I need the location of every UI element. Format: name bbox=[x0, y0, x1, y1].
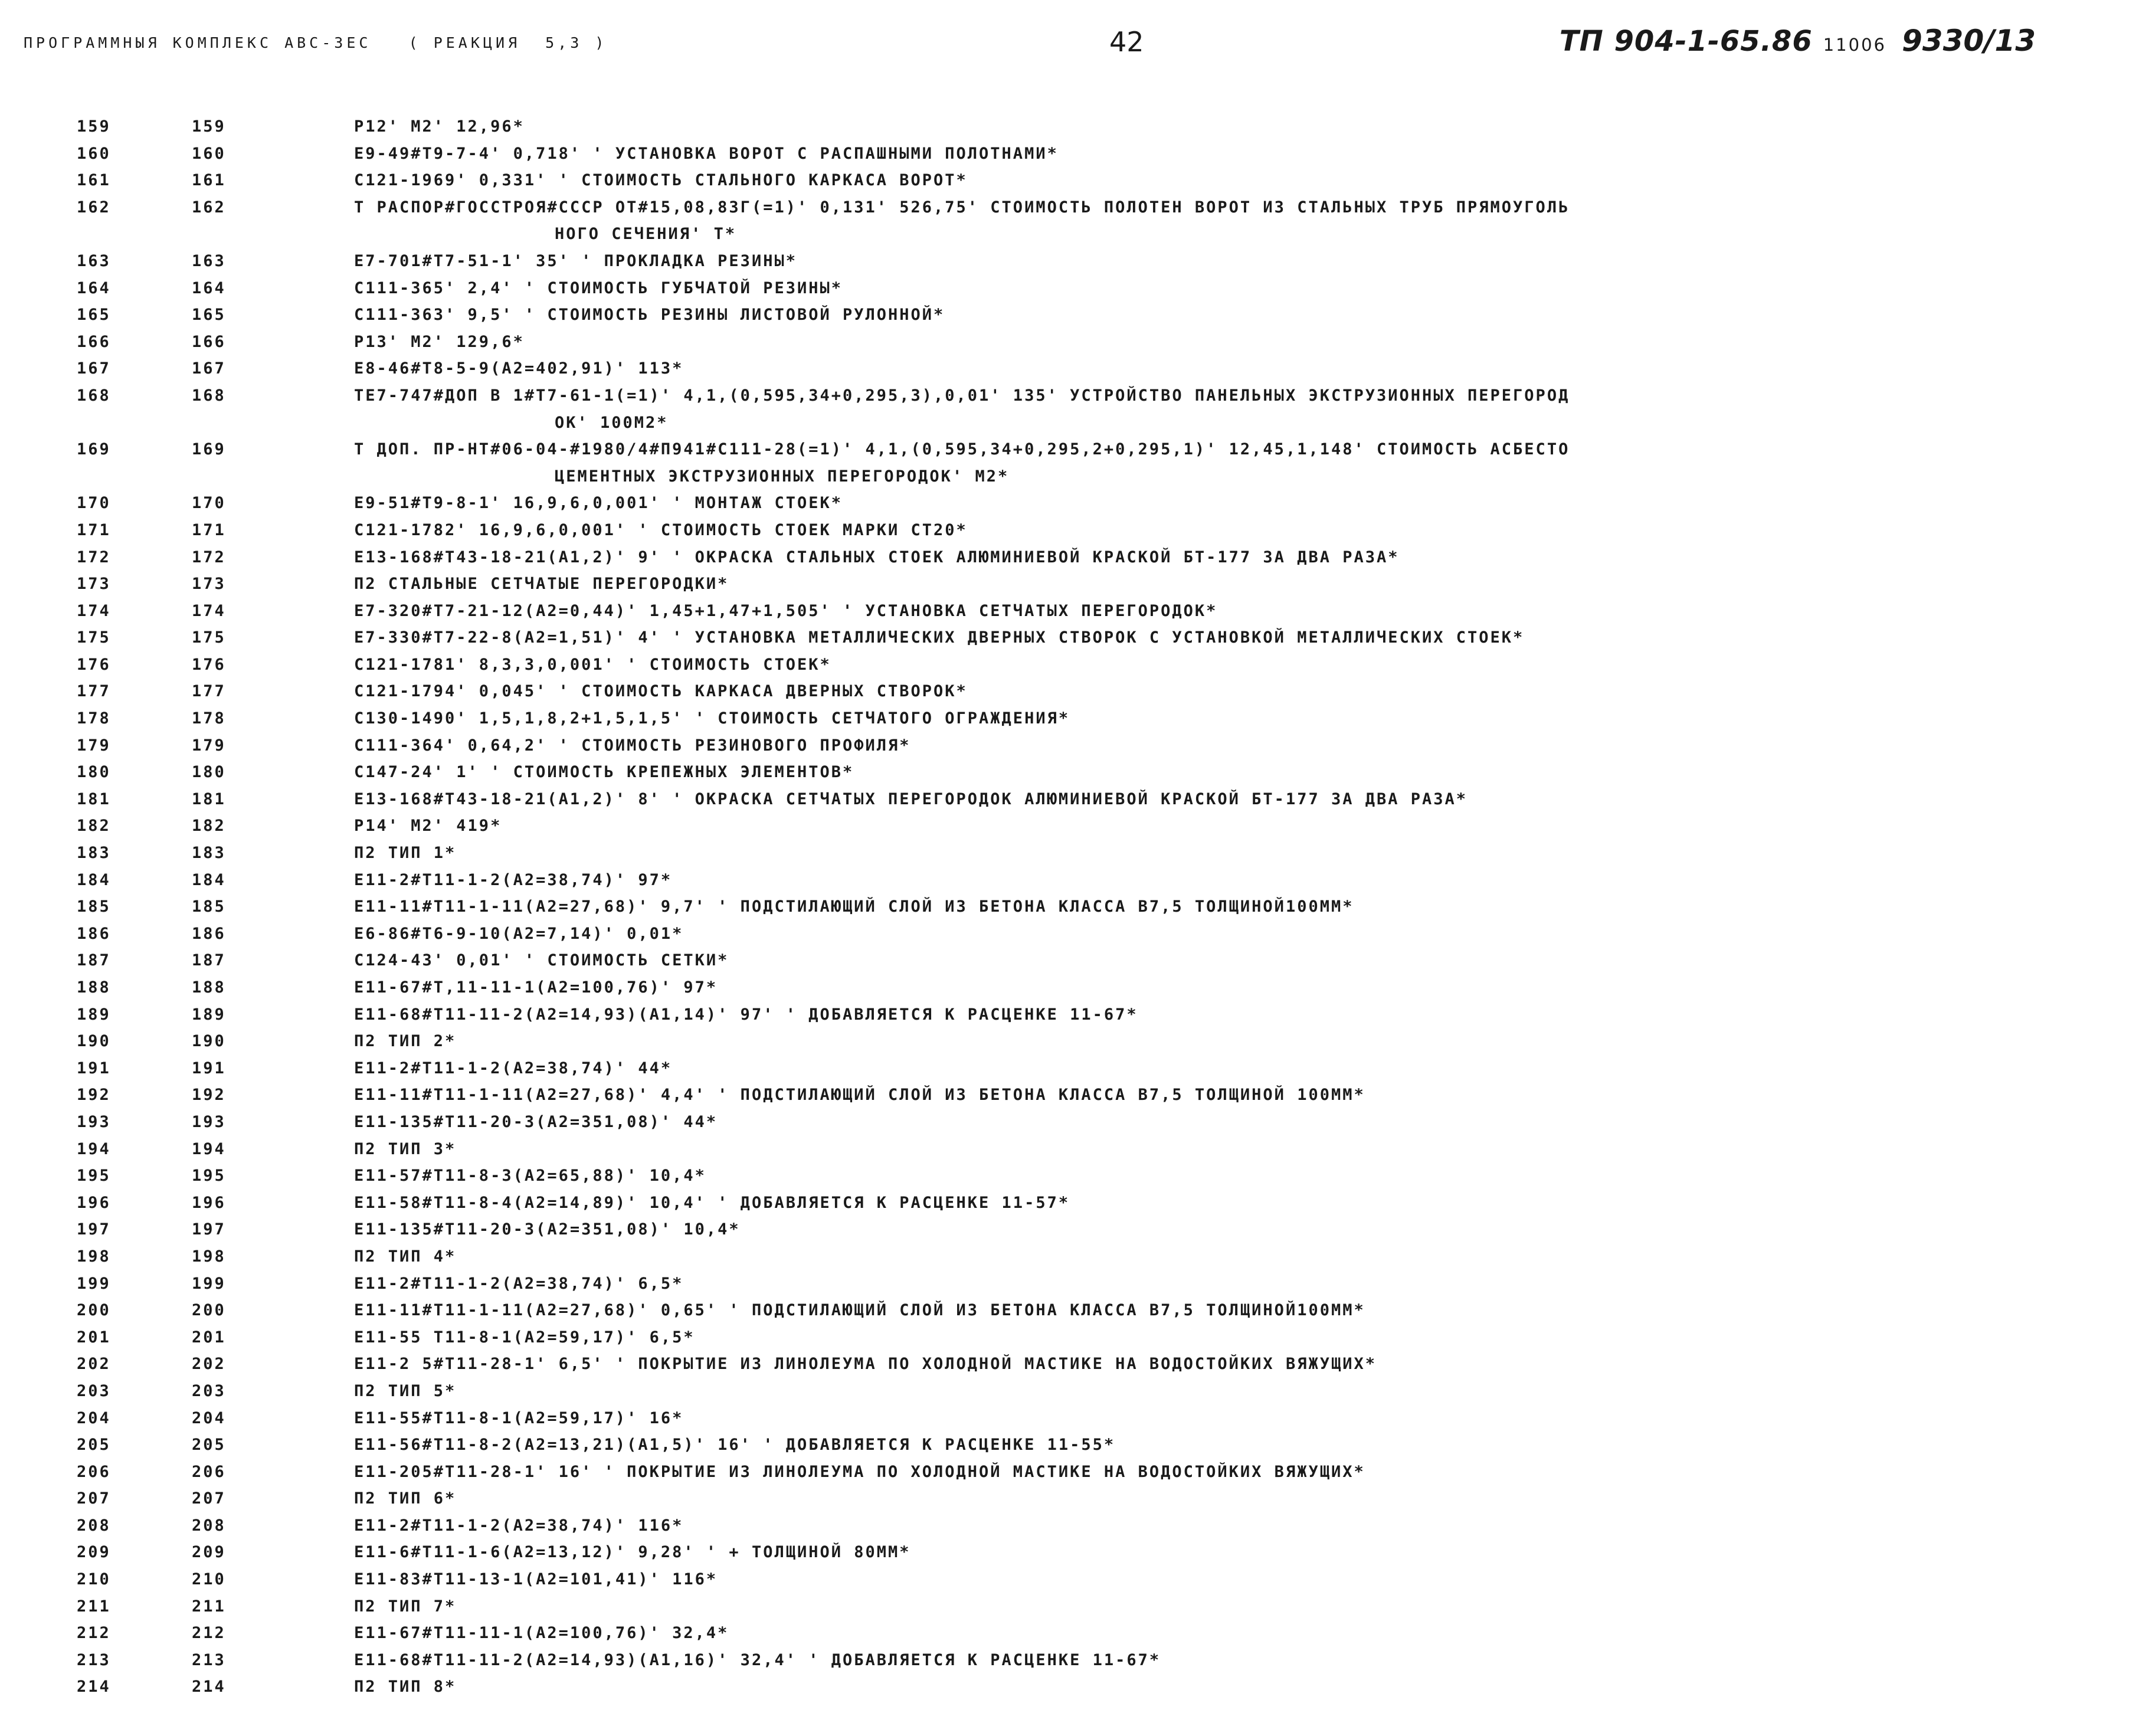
statement-continuation: ЦЕМЕНТНЫХ ЭКСТРУЗИОННЫХ ПЕРЕГОРОДОК' M2* bbox=[555, 467, 1010, 486]
listing-line bbox=[0, 1593, 2139, 1620]
statement-number: 183 bbox=[192, 844, 226, 863]
document-code-block bbox=[1560, 24, 2036, 58]
statement-number: 206 bbox=[192, 1462, 226, 1481]
line-number: 188 bbox=[77, 978, 111, 997]
listing-line bbox=[0, 140, 2139, 168]
listing-line bbox=[0, 921, 2139, 948]
line-number: 162 bbox=[77, 198, 111, 217]
listing-line bbox=[0, 624, 2139, 651]
listing-line bbox=[0, 840, 2139, 867]
statement-text bbox=[354, 167, 2112, 194]
statement-main: ТЕ7-747#ДОП В 1#T7-61-1(=1)' 4,1,(0,595,34+0,295,3),0,01' 135' УСТРОЙСТВО ПАНЕЛЬНЫХ ЭКСТРУЗИОННЫХ ПЕРЕГОРОД bbox=[354, 386, 1570, 405]
statement-main: E11-11#T11-1-11(A2=27,68)' 0,65' ' ПОДСТИЛАЮЩИЙ СЛОЙ ИЗ БЕТОНА КЛАССА В7,5 ТОЛЩИНОЙ100ММ* bbox=[354, 1301, 1365, 1320]
line-number: 193 bbox=[77, 1112, 111, 1131]
statement-text bbox=[354, 194, 2112, 248]
statement-number: 174 bbox=[192, 601, 226, 620]
line-number: 166 bbox=[77, 332, 111, 351]
statement-main: C147-24' 1' ' СТОИМОСТЬ КРЕПЕЖНЫХ ЭЛЕМЕНТОВ* bbox=[354, 763, 854, 782]
listing-line bbox=[0, 355, 2139, 382]
statement-text bbox=[354, 921, 2112, 948]
statement-number: 197 bbox=[192, 1220, 226, 1239]
statement-number: 204 bbox=[192, 1409, 226, 1427]
line-number: 205 bbox=[77, 1436, 111, 1455]
statement-main: E11-2#T11-1-2(A2=38,74)' 44* bbox=[354, 1059, 673, 1077]
statement-number: 162 bbox=[192, 198, 226, 217]
line-number: 197 bbox=[77, 1220, 111, 1239]
statement-main: П2 ТИП 3* bbox=[354, 1139, 457, 1158]
line-number: 183 bbox=[77, 844, 111, 863]
statement-text bbox=[354, 517, 2112, 544]
listing-line bbox=[0, 1351, 2139, 1378]
line-number: 206 bbox=[77, 1462, 111, 1481]
statement-main: C121-1794' 0,045' ' СТОИМОСТЬ КАРКАСА ДВЕРНЫХ СТВОРОК* bbox=[354, 682, 968, 701]
statement-text bbox=[354, 382, 2112, 436]
listing-line bbox=[0, 1243, 2139, 1270]
line-number: 213 bbox=[77, 1650, 111, 1669]
statement-main: E11-55 T11-8-1(A2=59,17)' 6,5* bbox=[354, 1328, 695, 1347]
line-number: 195 bbox=[77, 1167, 111, 1185]
statement-main: П2 СТАЛЬНЫЕ СЕТЧАТЫЕ ПЕРЕГОРОДКИ* bbox=[354, 575, 729, 594]
statement-main: E7-330#T7-22-8(A2=1,51)' 4' ' УСТАНОВКА МЕТАЛЛИЧЕСКИХ ДВЕРНЫХ СТВОРОК С УСТАНОВКОЙ МЕТАЛЛИЧЕСКИХ СТОЕК* bbox=[354, 628, 1525, 647]
statement-number: 200 bbox=[192, 1301, 226, 1320]
statement-number: 213 bbox=[192, 1650, 226, 1669]
statement-main: E13-168#T43-18-21(A1,2)' 9' ' ОКРАСКА СТАЛЬНЫХ СТОЕК АЛЮМИНИЕВОЙ КРАСКОЙ БТ-177 ЗА ДВА РАЗА* bbox=[354, 548, 1400, 566]
statement-number: 180 bbox=[192, 763, 226, 782]
line-number: 173 bbox=[77, 575, 111, 594]
statement-text bbox=[354, 140, 2112, 168]
statement-number: 166 bbox=[192, 332, 226, 351]
line-number: 181 bbox=[77, 790, 111, 808]
line-number: 159 bbox=[77, 117, 111, 136]
listing-line bbox=[0, 1082, 2139, 1109]
statement-number: 173 bbox=[192, 575, 226, 594]
statement-number: 187 bbox=[192, 951, 226, 970]
line-number: 176 bbox=[77, 655, 111, 674]
statement-main: Т РАСПОР#ГОССТРОЯ#СССР ОТ#15,08,83Г(=1)' 0,131' 526,75' СТОИМОСТЬ ПОЛОТЕН ВОРОТ ИЗ СТАЛЬНЫХ ТРУБ ПРЯМОУГОЛЬ bbox=[354, 198, 1570, 217]
statement-text bbox=[354, 1216, 2112, 1243]
listing-line bbox=[0, 1297, 2139, 1324]
line-number: 170 bbox=[77, 494, 111, 513]
line-number: 214 bbox=[77, 1678, 111, 1696]
statement-main: E9-51#T9-8-1' 16,9,6,0,001' ' МОНТАЖ СТОЕК* bbox=[354, 494, 843, 513]
listing-line bbox=[0, 1512, 2139, 1540]
statement-text bbox=[354, 1566, 2112, 1593]
statement-text bbox=[354, 571, 2112, 598]
listing-line bbox=[0, 813, 2139, 840]
line-number: 178 bbox=[77, 709, 111, 728]
line-number: 172 bbox=[77, 548, 111, 566]
statement-main: E11-67#T11-11-1(A2=100,76)' 32,4* bbox=[354, 1624, 729, 1643]
listing-line bbox=[0, 1620, 2139, 1647]
listing-line bbox=[0, 1001, 2139, 1029]
line-number: 190 bbox=[77, 1032, 111, 1051]
listing-line bbox=[0, 194, 2139, 248]
statement-number: 190 bbox=[192, 1032, 226, 1051]
line-number: 187 bbox=[77, 951, 111, 970]
statement-number: 160 bbox=[192, 144, 226, 163]
statement-number: 176 bbox=[192, 655, 226, 674]
program-title: ПРОГРАММНЫЯ КОМПЛЕКС АВС-ЗЕС ( РЕАКЦИЯ 5,3 ) bbox=[24, 34, 608, 51]
statement-number: 195 bbox=[192, 1167, 226, 1185]
line-number: 189 bbox=[77, 1005, 111, 1024]
listing-line bbox=[0, 1378, 2139, 1405]
statement-text bbox=[354, 248, 2112, 275]
listing-line bbox=[0, 490, 2139, 517]
statement-main: E9-49#T9-7-4' 0,718' ' УСТАНОВКА ВОРОТ С РАСПАШНЫМИ ПОЛОТНАМИ* bbox=[354, 144, 1059, 163]
statement-main: П2 ТИП 2* bbox=[354, 1032, 457, 1051]
statement-number: 164 bbox=[192, 279, 226, 297]
statement-main: E11-2#T11-1-2(A2=38,74)' 97* bbox=[354, 870, 673, 889]
page-number: 42 bbox=[1109, 26, 1144, 58]
line-number: 171 bbox=[77, 520, 111, 539]
line-number: 161 bbox=[77, 171, 111, 190]
document-code: ТП 904-1-65.86 bbox=[1559, 25, 1813, 58]
statement-continuation: НОГО СЕЧЕНИЯ' Т* bbox=[555, 225, 737, 244]
statement-main: P14' M2' 419* bbox=[354, 817, 502, 836]
line-number: 165 bbox=[77, 306, 111, 325]
statement-text bbox=[354, 867, 2112, 894]
statement-text bbox=[354, 759, 2112, 786]
statement-number: 184 bbox=[192, 870, 226, 889]
statement-main: E11-57#T11-8-3(A2=65,88)' 10,4* bbox=[354, 1167, 706, 1185]
statement-main: C124-43' 0,01' ' СТОИМОСТЬ СЕТКИ* bbox=[354, 951, 729, 970]
line-number: 212 bbox=[77, 1624, 111, 1643]
line-number: 160 bbox=[77, 144, 111, 163]
statement-text bbox=[354, 705, 2112, 732]
statement-text bbox=[354, 302, 2112, 329]
statement-main: E7-320#T7-21-12(A2=0,44)' 1,45+1,47+1,505' ' УСТАНОВКА СЕТЧАТЫХ ПЕРЕГОРОДОК* bbox=[354, 601, 1218, 620]
listing-line bbox=[0, 1459, 2139, 1486]
statement-number: 201 bbox=[192, 1328, 226, 1347]
listing-line bbox=[0, 598, 2139, 625]
listing-line bbox=[0, 167, 2139, 194]
statement-text bbox=[354, 732, 2112, 759]
statement-number: 198 bbox=[192, 1247, 226, 1266]
line-number: 204 bbox=[77, 1409, 111, 1427]
line-number: 169 bbox=[77, 440, 111, 459]
statement-number: 214 bbox=[192, 1678, 226, 1696]
statement-number: 172 bbox=[192, 548, 226, 566]
listing-line bbox=[0, 893, 2139, 921]
listing-line bbox=[0, 759, 2139, 786]
listing-line bbox=[0, 974, 2139, 1001]
line-number: 163 bbox=[77, 251, 111, 270]
statement-main: C130-1490' 1,5,1,8,2+1,5,1,5' ' СТОИМОСТЬ СЕТЧАТОГО ОГРАЖДЕНИЯ* bbox=[354, 709, 1070, 728]
line-number: 210 bbox=[77, 1570, 111, 1589]
listing-line bbox=[0, 732, 2139, 759]
listing-line bbox=[0, 1485, 2139, 1512]
statement-text bbox=[354, 1162, 2112, 1190]
statement-main: E11-205#T11-28-1' 16' ' ПОКРЫТИЕ ИЗ ЛИНОЛЕУМА ПО ХОЛОДНОЙ МАСТИКЕ НА ВОДОСТОЙКИХ ВЯЖУЩИХ* bbox=[354, 1462, 1365, 1481]
listing-line bbox=[0, 544, 2139, 571]
statement-number: 212 bbox=[192, 1624, 226, 1643]
statement-number: 196 bbox=[192, 1193, 226, 1212]
line-number: 175 bbox=[77, 628, 111, 647]
statement-text bbox=[354, 974, 2112, 1001]
sheet-code: 9330/13 bbox=[1901, 24, 2036, 58]
listing-line bbox=[0, 786, 2139, 813]
statement-number: 210 bbox=[192, 1570, 226, 1589]
page-header bbox=[24, 24, 2101, 77]
statement-main: E11-56#T11-8-2(A2=13,21)(A1,5)' 16' ' ДОБАВЛЯЕТСЯ К РАСЦЕНКЕ 11-55* bbox=[354, 1436, 1116, 1455]
statement-text bbox=[354, 113, 2112, 140]
line-number: 192 bbox=[77, 1086, 111, 1105]
listing-line bbox=[0, 1566, 2139, 1593]
statement-main: E11-68#T11-11-2(A2=14,93)(A1,14)' 97' ' ДОБАВЛЯЕТСЯ К РАСЦЕНКЕ 11-67* bbox=[354, 1005, 1138, 1024]
statement-text bbox=[354, 1270, 2112, 1298]
listing-line bbox=[0, 1109, 2139, 1136]
statement-text bbox=[354, 544, 2112, 571]
line-number: 177 bbox=[77, 682, 111, 701]
statement-main: P13' M2' 129,6* bbox=[354, 332, 525, 351]
listing-line bbox=[0, 1324, 2139, 1351]
statement-main: C121-1781' 8,3,3,0,001' ' СТОИМОСТЬ СТОЕК* bbox=[354, 655, 831, 674]
statement-main: E11-2#T11-1-2(A2=38,74)' 116* bbox=[354, 1516, 684, 1535]
statement-number: 202 bbox=[192, 1355, 226, 1374]
statement-text bbox=[354, 1647, 2112, 1674]
listing-line bbox=[0, 248, 2139, 275]
line-number: 179 bbox=[77, 736, 111, 755]
statement-number: 182 bbox=[192, 817, 226, 836]
listing-line bbox=[0, 113, 2139, 140]
statement-number: 207 bbox=[192, 1489, 226, 1508]
line-number: 174 bbox=[77, 601, 111, 620]
listing-line bbox=[0, 1162, 2139, 1190]
statement-text bbox=[354, 1378, 2112, 1405]
statement-number: 199 bbox=[192, 1274, 226, 1293]
line-number: 203 bbox=[77, 1381, 111, 1400]
statement-main: E11-55#T11-8-1(A2=59,17)' 16* bbox=[354, 1409, 684, 1427]
statement-text bbox=[354, 1001, 2112, 1029]
statement-text bbox=[354, 329, 2112, 356]
statement-main: П2 ТИП 7* bbox=[354, 1597, 457, 1616]
listing-line bbox=[0, 436, 2139, 490]
statement-text bbox=[354, 598, 2112, 625]
statement-text bbox=[354, 947, 2112, 974]
statement-main: E13-168#T43-18-21(A1,2)' 8' ' ОКРАСКА СЕТЧАТЫХ ПЕРЕГОРОДОК АЛЮМИНИЕВОЙ КРАСКОЙ БТ-177 ЗА ДВА РАЗА* bbox=[354, 790, 1468, 808]
statement-number: 211 bbox=[192, 1597, 226, 1616]
statement-main: Т ДОП. ПР-НТ#06-04-#1980/4#П941#C111-28(=1)' 4,1,(0,595,34+0,295,2+0,295,1)' 12,45,1,148' СТОИМОСТЬ АСБЕСТО bbox=[354, 440, 1570, 459]
statement-number: 191 bbox=[192, 1059, 226, 1077]
statement-text bbox=[354, 1028, 2112, 1055]
line-number: 198 bbox=[77, 1247, 111, 1266]
statement-main: C111-364' 0,64,2' ' СТОИМОСТЬ РЕЗИНОВОГО ПРОФИЛЯ* bbox=[354, 736, 911, 755]
statement-number: 193 bbox=[192, 1112, 226, 1131]
statement-main: E11-11#T11-1-11(A2=27,68)' 9,7' ' ПОДСТИЛАЮЩИЙ СЛОЙ ИЗ БЕТОНА КЛАССА В7,5 ТОЛЩИНОЙ100ММ* bbox=[354, 898, 1354, 916]
line-number: 182 bbox=[77, 817, 111, 836]
statement-text bbox=[354, 1243, 2112, 1270]
statement-number: 161 bbox=[192, 171, 226, 190]
statement-main: E11-58#T11-8-4(A2=14,89)' 10,4' ' ДОБАВЛЯЕТСЯ К РАСЦЕНКЕ 11-57* bbox=[354, 1193, 1070, 1212]
statement-text bbox=[354, 1136, 2112, 1163]
listing-line bbox=[0, 571, 2139, 598]
line-number: 208 bbox=[77, 1516, 111, 1535]
statement-main: E11-2 5#T11-28-1' 6,5' ' ПОКРЫТИЕ ИЗ ЛИНОЛЕУМА ПО ХОЛОДНОЙ МАСТИКЕ НА ВОДОСТОЙКИХ ВЯЖУЩИХ* bbox=[354, 1355, 1377, 1374]
line-number: 207 bbox=[77, 1489, 111, 1508]
listing-line bbox=[0, 1216, 2139, 1243]
statement-number: 203 bbox=[192, 1381, 226, 1400]
listing-line bbox=[0, 867, 2139, 894]
statement-number: 175 bbox=[192, 628, 226, 647]
statement-text bbox=[354, 1432, 2112, 1459]
listing-line bbox=[0, 1270, 2139, 1298]
statement-number: 168 bbox=[192, 386, 226, 405]
statement-text bbox=[354, 1512, 2112, 1540]
statement-text bbox=[354, 355, 2112, 382]
statement-main: E11-67#T,11-11-1(A2=100,76)' 97* bbox=[354, 978, 718, 997]
statement-main: П2 ТИП 5* bbox=[354, 1381, 457, 1400]
statement-text bbox=[354, 1539, 2112, 1566]
statement-text bbox=[354, 786, 2112, 813]
statement-text bbox=[354, 1405, 2112, 1432]
listing-line bbox=[0, 329, 2139, 356]
statement-main: П2 ТИП 1* bbox=[354, 844, 457, 863]
statement-main: E11-83#T11-13-1(A2=101,41)' 116* bbox=[354, 1570, 718, 1589]
listing-line bbox=[0, 1673, 2139, 1701]
statement-main: E11-2#T11-1-2(A2=38,74)' 6,5* bbox=[354, 1274, 684, 1293]
statement-main: E7-701#T7-51-1' 35' ' ПРОКЛАДКА РЕЗИНЫ* bbox=[354, 251, 797, 270]
statement-text bbox=[354, 1055, 2112, 1082]
line-number: 209 bbox=[77, 1543, 111, 1562]
statement-number: 208 bbox=[192, 1516, 226, 1535]
statement-number: 192 bbox=[192, 1086, 226, 1105]
statement-text bbox=[354, 490, 2112, 517]
statement-text bbox=[354, 1673, 2112, 1701]
listing-line bbox=[0, 947, 2139, 974]
listing-line bbox=[0, 651, 2139, 679]
statement-main: C111-363' 9,5' ' СТОИМОСТЬ РЕЗИНЫ ЛИСТОВОЙ РУЛОННОЙ* bbox=[354, 306, 945, 325]
statement-text bbox=[354, 1190, 2112, 1217]
statement-main: E11-135#T11-20-3(A2=351,08)' 44* bbox=[354, 1112, 718, 1131]
listing-line bbox=[0, 1136, 2139, 1163]
line-number: 184 bbox=[77, 870, 111, 889]
statement-number: 185 bbox=[192, 898, 226, 916]
statement-number: 169 bbox=[192, 440, 226, 459]
line-number: 180 bbox=[77, 763, 111, 782]
statement-main: P12' M2' 12,96* bbox=[354, 117, 525, 136]
statement-main: E6-86#T6-9-10(A2=7,14)' 0,01* bbox=[354, 924, 684, 943]
listing-line bbox=[0, 382, 2139, 436]
statement-number: 209 bbox=[192, 1543, 226, 1562]
statement-main: E11-6#T11-1-6(A2=13,12)' 9,28' ' + ТОЛЩИНОЙ 80ММ* bbox=[354, 1543, 911, 1562]
line-number: 200 bbox=[77, 1301, 111, 1320]
statement-text bbox=[354, 893, 2112, 921]
statement-main: E8-46#T8-5-9(A2=402,91)' 113* bbox=[354, 359, 684, 378]
statement-main: П2 ТИП 4* bbox=[354, 1247, 457, 1266]
line-number: 196 bbox=[77, 1193, 111, 1212]
statement-text bbox=[354, 678, 2112, 705]
statement-text bbox=[354, 840, 2112, 867]
statement-main: C121-1782' 16,9,6,0,001' ' СТОИМОСТЬ СТОЕК МАРКИ СТ20* bbox=[354, 520, 968, 539]
program-listing bbox=[0, 113, 2139, 1701]
listing-line bbox=[0, 1405, 2139, 1432]
statement-number: 163 bbox=[192, 251, 226, 270]
statement-text bbox=[354, 1485, 2112, 1512]
statement-number: 159 bbox=[192, 117, 226, 136]
line-number: 168 bbox=[77, 386, 111, 405]
line-number: 164 bbox=[77, 279, 111, 297]
statement-text bbox=[354, 275, 2112, 302]
sheet-number: 11006 bbox=[1823, 35, 1886, 55]
line-number: 186 bbox=[77, 924, 111, 943]
statement-number: 171 bbox=[192, 520, 226, 539]
listing-line bbox=[0, 678, 2139, 705]
listing-line bbox=[0, 1190, 2139, 1217]
statement-text bbox=[354, 813, 2112, 840]
statement-number: 167 bbox=[192, 359, 226, 378]
statement-number: 178 bbox=[192, 709, 226, 728]
statement-text bbox=[354, 1109, 2112, 1136]
statement-text bbox=[354, 651, 2112, 679]
statement-number: 170 bbox=[192, 494, 226, 513]
listing-line bbox=[0, 1028, 2139, 1055]
statement-number: 177 bbox=[192, 682, 226, 701]
listing-line bbox=[0, 1539, 2139, 1566]
listing-line bbox=[0, 1432, 2139, 1459]
line-number: 167 bbox=[77, 359, 111, 378]
statement-main: E11-11#T11-1-11(A2=27,68)' 4,4' ' ПОДСТИЛАЮЩИЙ СЛОЙ ИЗ БЕТОНА КЛАССА В7,5 ТОЛЩИНОЙ 100ММ* bbox=[354, 1086, 1365, 1105]
statement-text bbox=[354, 1459, 2112, 1486]
statement-number: 181 bbox=[192, 790, 226, 808]
statement-text bbox=[354, 436, 2112, 490]
line-number: 185 bbox=[77, 898, 111, 916]
statement-text bbox=[354, 1082, 2112, 1109]
statement-text bbox=[354, 624, 2112, 651]
statement-main: C111-365' 2,4' ' СТОИМОСТЬ ГУБЧАТОЙ РЕЗИНЫ* bbox=[354, 279, 843, 297]
line-number: 191 bbox=[77, 1059, 111, 1077]
listing-line bbox=[0, 705, 2139, 732]
line-number: 194 bbox=[77, 1139, 111, 1158]
statement-main: П2 ТИП 6* bbox=[354, 1489, 457, 1508]
statement-number: 194 bbox=[192, 1139, 226, 1158]
listing-line bbox=[0, 1647, 2139, 1674]
listing-line bbox=[0, 1055, 2139, 1082]
statement-text bbox=[354, 1351, 2112, 1378]
line-number: 211 bbox=[77, 1597, 111, 1616]
listing-line bbox=[0, 302, 2139, 329]
statement-number: 189 bbox=[192, 1005, 226, 1024]
statement-number: 188 bbox=[192, 978, 226, 997]
statement-continuation: ОК' 100M2* bbox=[555, 413, 669, 432]
statement-main: П2 ТИП 8* bbox=[354, 1678, 457, 1696]
statement-main: E11-135#T11-20-3(A2=351,08)' 10,4* bbox=[354, 1220, 741, 1239]
statement-text bbox=[354, 1297, 2112, 1324]
statement-text bbox=[354, 1620, 2112, 1647]
statement-main: E11-68#T11-11-2(A2=14,93)(A1,16)' 32,4' ' ДОБАВЛЯЕТСЯ К РАСЦЕНКЕ 11-67* bbox=[354, 1650, 1161, 1669]
statement-number: 179 bbox=[192, 736, 226, 755]
statement-number: 165 bbox=[192, 306, 226, 325]
statement-number: 205 bbox=[192, 1436, 226, 1455]
line-number: 202 bbox=[77, 1355, 111, 1374]
statement-main: C121-1969' 0,331' ' СТОИМОСТЬ СТАЛЬНОГО КАРКАСА ВОРОТ* bbox=[354, 171, 968, 190]
statement-number: 186 bbox=[192, 924, 226, 943]
line-number: 199 bbox=[77, 1274, 111, 1293]
statement-text bbox=[354, 1593, 2112, 1620]
line-number: 201 bbox=[77, 1328, 111, 1347]
statement-text bbox=[354, 1324, 2112, 1351]
listing-line bbox=[0, 275, 2139, 302]
listing-line bbox=[0, 517, 2139, 544]
